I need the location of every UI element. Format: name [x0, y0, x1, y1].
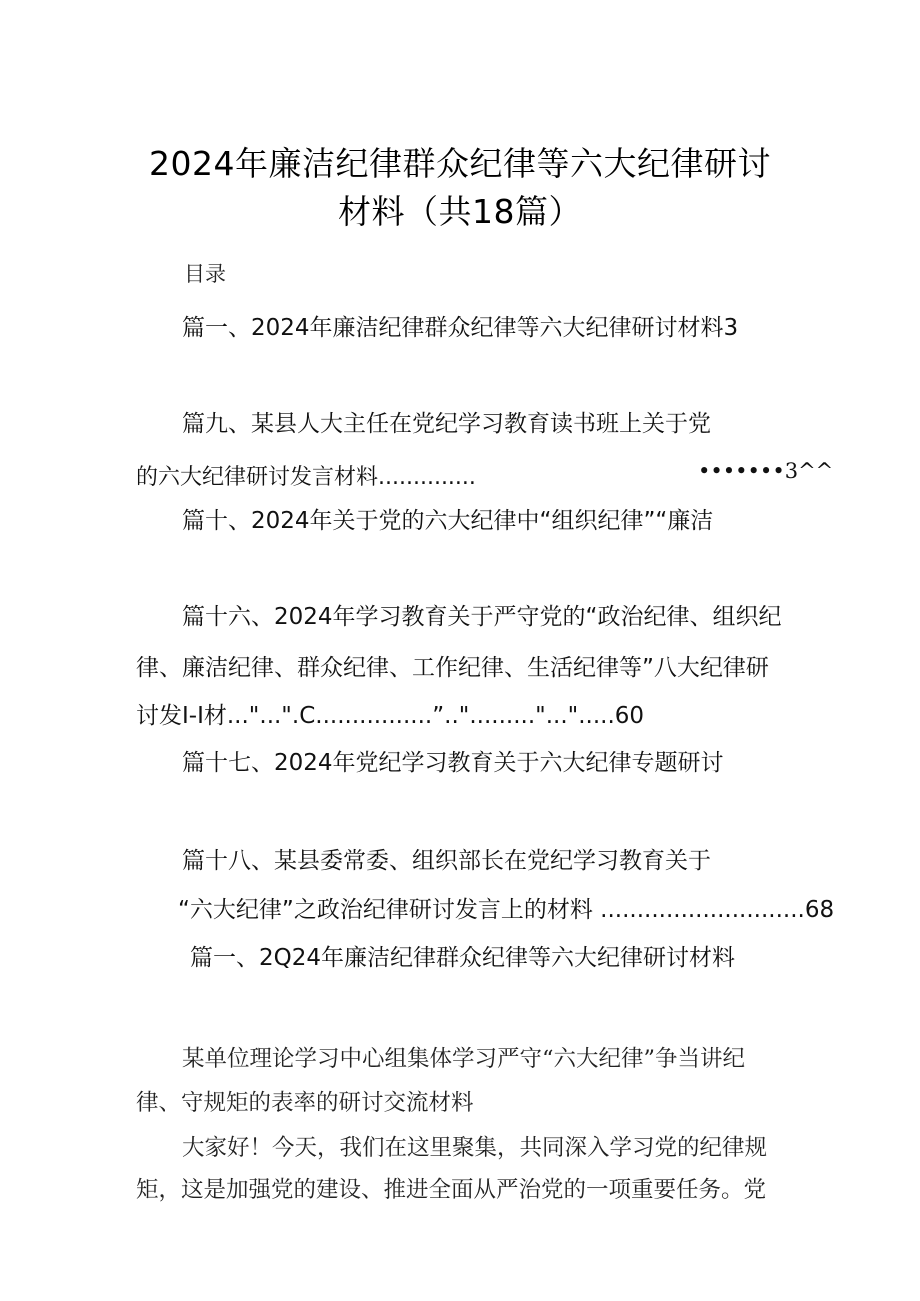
toc-entry-3[interactable]: 篇十、2024年关于党的六大纪律中“组织纪律”“廉洁: [182, 508, 714, 534]
document-title-line-1: 2024年廉洁纪律群众纪律等六大纪律研讨: [149, 144, 771, 183]
toc-entry-1[interactable]: 篇一、2024年廉洁纪律群众纪律等六大纪律研讨材料3: [182, 315, 739, 341]
toc-entry-4-line-1[interactable]: 篇十六、2024年学习教育关于严守党的“政治纪律、组织纪: [182, 604, 782, 630]
paragraph-2-line-2: 矩，这是加强党的建设、推进全面从严治党的一项重要任务。党: [136, 1177, 767, 1203]
document-title-line-2: 材料（共18篇）: [338, 192, 582, 231]
toc-entry-4-line-3[interactable]: 讨发I-I材..."...".C................”.."........."...".....60: [136, 703, 645, 729]
toc-entry-6-line-2[interactable]: “六大纪律”之政治纪律研讨发言上的材料 ............................68: [178, 897, 835, 923]
paragraph-1-line-2: 律、守规矩的表率的研讨交流材料: [136, 1090, 474, 1116]
toc-heading: 目录: [184, 262, 226, 286]
toc-entry-2-line-1[interactable]: 篇九、某县人大主任在党纪学习教育读书班上关于党: [182, 411, 711, 437]
toc-entry-2-line-2[interactable]: 的六大纪律研讨发言材料..............: [136, 465, 476, 490]
toc-entry-2-page[interactable]: •••••••3^^: [698, 459, 834, 483]
paragraph-2-line-1: 大家好！今天，我们在这里聚集，共同深入学习党的纪律规: [182, 1135, 768, 1161]
toc-entry-5[interactable]: 篇十七、2024年党纪学习教育关于六大纪律专题研讨: [182, 750, 724, 776]
paragraph-1-line-1: 某单位理论学习中心组集体学习严守“六大纪律”争当讲纪: [182, 1046, 746, 1072]
section-heading: 篇一、2Q24年廉洁纪律群众纪律等六大纪律研讨材料: [190, 945, 736, 971]
toc-entry-6-line-1[interactable]: 篇十八、某县委常委、组织部长在党纪学习教育关于: [182, 848, 711, 874]
toc-entry-4-line-2[interactable]: 律、廉洁纪律、群众纪律、工作纪律、生活纪律等”八大纪律研: [136, 655, 769, 681]
